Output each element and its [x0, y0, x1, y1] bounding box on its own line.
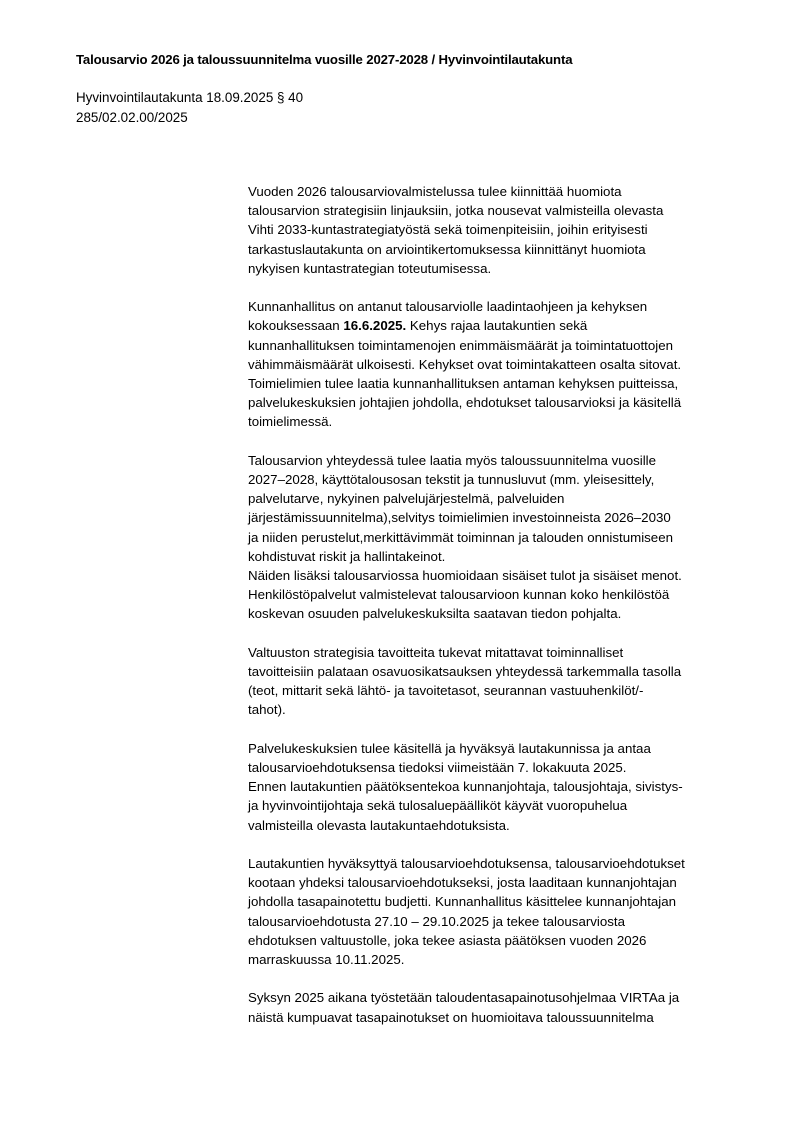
paragraph-framework: [248, 297, 748, 431]
document-title: Talousarvio 2026 ja taloussuunnitelma vuosille 2027-2028 / Hyvinvointilautakunta: [76, 52, 573, 67]
text-line: kunnanhallituksen toimintamenojen enimmäismäärät ja toimintatuottojen: [248, 337, 673, 353]
record-number: 285/02.02.00/2025: [76, 109, 188, 125]
paragraph-goals: [248, 643, 748, 720]
text-line: Toimielimien tulee laatia kunnanhallituksen antaman kehyksen puitteissa,: [248, 376, 679, 392]
text-line: Talousarvion yhteydessä tulee laatia myös taloussuunnitelma vuosille: [248, 452, 656, 468]
text-segment: Kehys rajaa lautakuntien sekä: [406, 318, 588, 334]
text-line: 2027–2028, käyttötalousosan tekstit ja tunnusluvut (mm. yleisesittely,: [248, 472, 655, 488]
text-line: Syksyn 2025 aikana työstetään taloudentasapainotusohjelmaa VIRTAa ja: [248, 990, 680, 1006]
text-line: tarkastuslautakunta on arviointikertomuksessa kiinnittänyt huomiota: [248, 241, 646, 257]
text-line: kohdistuvat riskit ja hallintakeinot.: [248, 548, 446, 564]
text-line: vähimmäismäärät ulkoisesti. Kehykset ovat toimintakatteen osalta sitovat.: [248, 356, 682, 372]
paragraph-approval: [248, 854, 748, 969]
text-line: talousarvioehdotusta 27.10 – 29.10.2025 ja tekee talousarviosta: [248, 913, 626, 929]
text-line: ehdotuksen valtuustolle, joka tekee asiasta päätöksen vuoden 2026: [248, 932, 647, 948]
text-line: Henkilöstöpalvelut valmistelevat talousarvioon kunnan koko henkilöstöä: [248, 587, 670, 603]
text-line: toimielimessä.: [248, 414, 333, 430]
text-line: johdolla tasapainotettu budjetti. Kunnanhallitus käsittelee kunnanjohtajan: [248, 894, 677, 910]
meeting-line: Hyvinvointilautakunta 18.09.2025 § 40: [76, 90, 304, 105]
text-line: talousarvion strategisiin linjauksiin, jotka nousevat valmisteilla olevasta: [248, 203, 664, 219]
paragraph-financial-plan: [248, 451, 748, 624]
text-line: tavoitteisiin palataan osavuosikatsauksen yhteydessä tarkemmalla tasolla: [248, 664, 682, 680]
text-line: nykyisen kuntastrategian toteutumisessa.: [248, 260, 492, 276]
text-line: palvelutarve, nykyinen palvelujärjestelmä, palveluiden: [248, 491, 565, 507]
document-body: [248, 182, 748, 1046]
text-line: Vihti 2033-kuntastrategiatyöstä sekä toimenpiteisiin, joihin erityisesti: [248, 222, 648, 238]
text-line: ja hyvinvointijohtaja sekä tulosaluepäälliköt käyvät vuoropuhelua: [248, 798, 628, 814]
text-segment: kokouksessaan: [248, 318, 344, 334]
text-line: Valtuuston strategisia tavoitteita tukevat mitattavat toiminnalliset: [248, 644, 624, 660]
text-line: koskevan osuuden palvelukeskuksilta saatavan tiedon pohjalta.: [248, 606, 622, 622]
text-line: Näiden lisäksi talousarviossa huomioidaan sisäiset tulot ja sisäiset menot.: [248, 568, 682, 584]
text-line: järjestämissuunnitelma),selvitys toimielimien investoinneista 2026–2030: [248, 510, 671, 526]
paragraph-strategy: [248, 182, 748, 278]
document-meta: [76, 88, 303, 127]
text-line: kootaan yhdeksi talousarvioehdotukseksi, josta laaditaan kunnanjohtajan: [248, 875, 677, 891]
text-line: Lautakuntien hyväksyttyä talousarvioehdotuksensa, talousarvioehdotukset: [248, 856, 685, 872]
text-line: Ennen lautakuntien päätöksentekoa kunnanjohtaja, talousjohtaja, sivistys-: [248, 779, 683, 795]
text-line: (teot, mittarit sekä lähtö- ja tavoitetasot, seurannan vastuuhenkilöt/-: [248, 683, 644, 699]
text-line: marraskuussa 10.11.2025.: [248, 952, 405, 968]
text-line: Kunnanhallitus on antanut talousarviolle laadintaohjeen ja kehyksen: [248, 299, 648, 315]
text-line: Palvelukeskuksien tulee käsitellä ja hyväksyä lautakunnissa ja antaa: [248, 740, 651, 756]
text-line: ja niiden perustelut,merkittävimmät toiminnan ja talouden onnistumiseen: [248, 529, 673, 545]
text-line: talousarvioehdotuksensa tiedoksi viimeistään 7. lokakuuta 2025.: [248, 760, 627, 776]
text-line: valmisteilla olevasta lautakuntaehdotuksista.: [248, 817, 510, 833]
text-line: Vuoden 2026 talousarviovalmistelussa tulee kiinnittää huomiota: [248, 184, 622, 199]
text-line: palvelukeskuksien johtajien johdolla, ehdotukset talousarvioksi ja käsitellä: [248, 395, 682, 411]
paragraph-virta: [248, 988, 748, 1026]
paragraph-deadlines: [248, 739, 748, 835]
text-line: näistä kumpuavat tasapainotukset on huomioitava taloussuunnitelma: [248, 1009, 654, 1025]
bold-date: 16.6.2025.: [343, 318, 407, 334]
text-line: [248, 316, 748, 335]
text-line: tahot).: [248, 702, 286, 718]
